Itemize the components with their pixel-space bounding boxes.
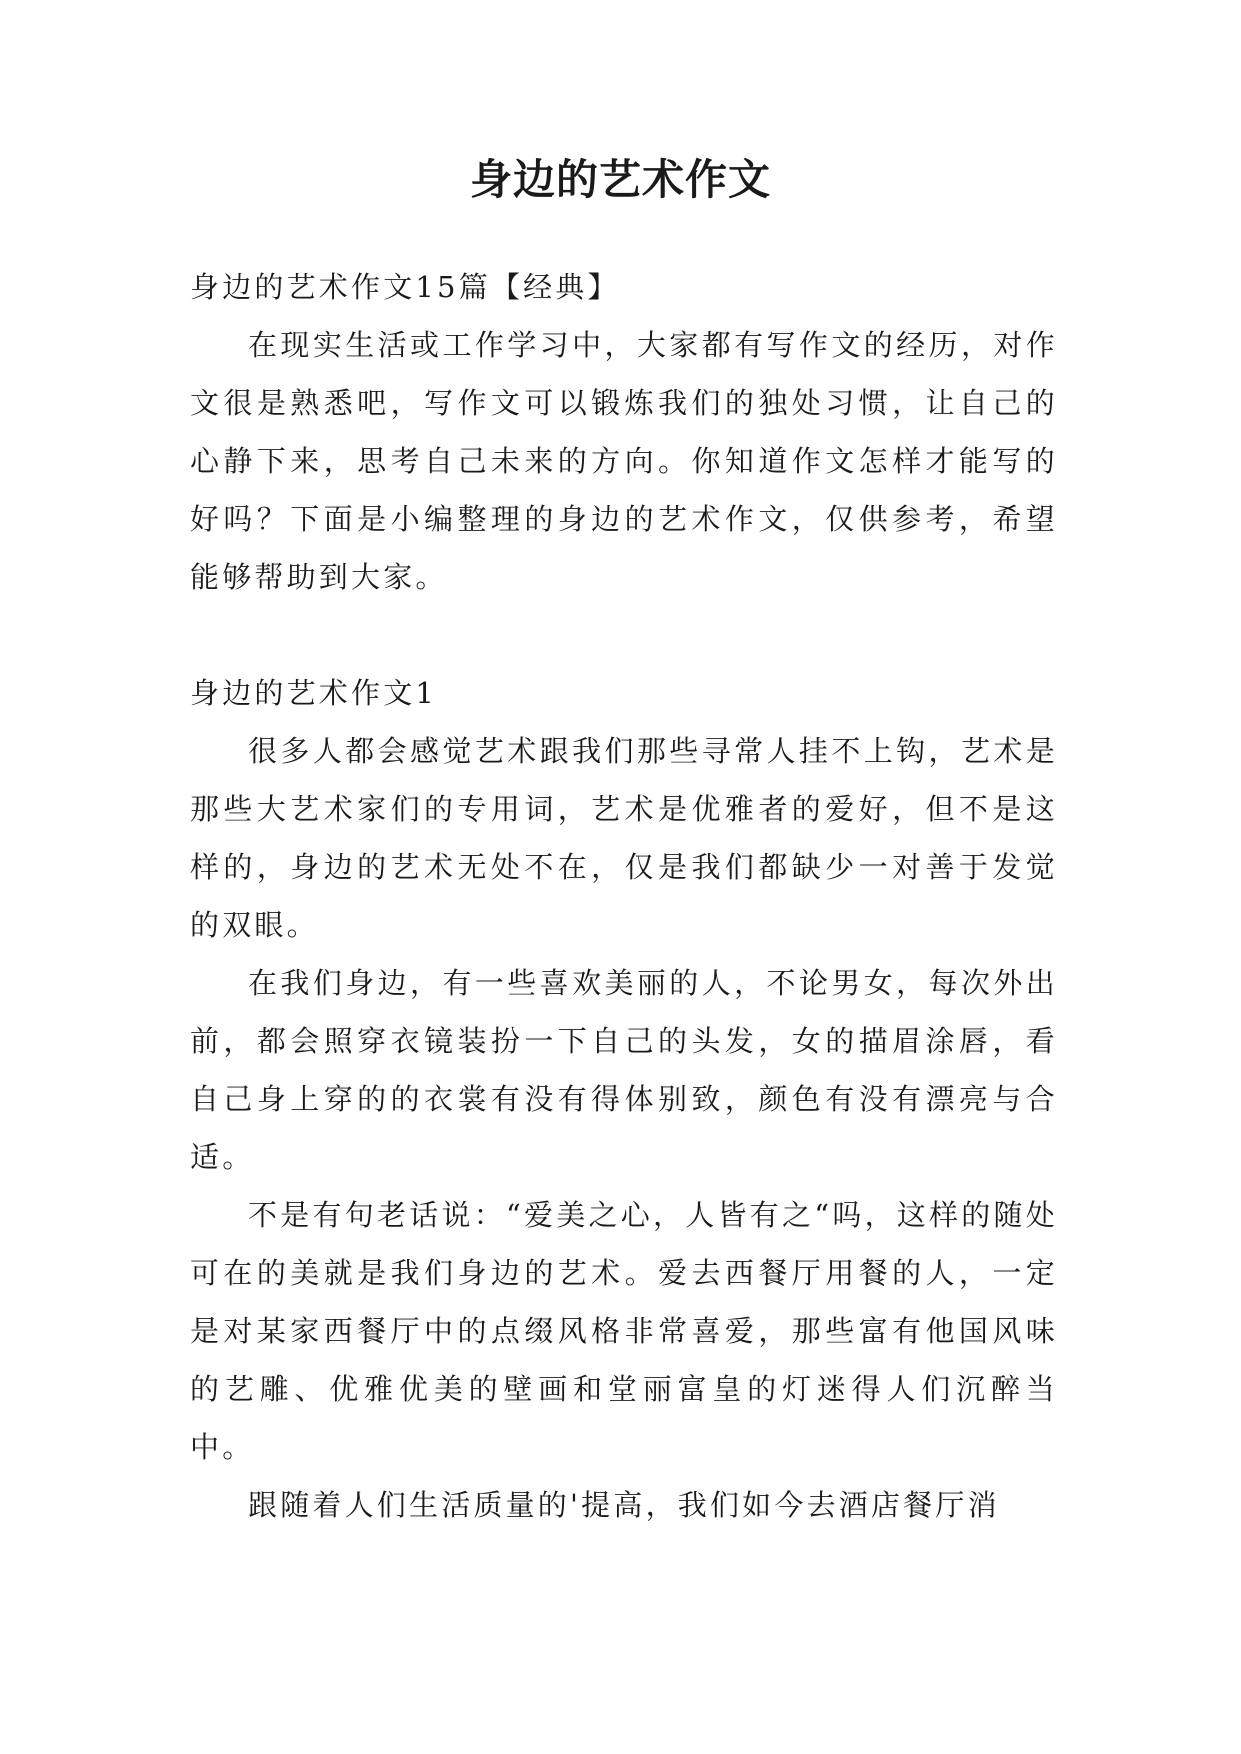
body-paragraph: 跟随着人们生活质量的'提高，我们如今去酒店餐厅消 <box>248 1488 1000 1522</box>
document-title: 身边的艺术作文 <box>469 155 771 204</box>
intro-paragraph: 在现实生活或工作学习中，大家都有写作文的经历，对作文很是熟悉吧，写作文可以锻炼我们的独处习惯，让自己的心静下来，思考自己未来的方向。你知道作文怎样才能写的好吗？下面是小编整理的身边的艺术作文，仅供参考，希望能够帮助到大家。 <box>190 328 1058 594</box>
body-paragraph: 很多人都会感觉艺术跟我们那些寻常人挂不上钩，艺术是那些大艺术家们的专用词，艺术是优雅者的爱好，但不是这样的，身边的艺术无处不在，仅是我们都缺少一对善于发觉的双眼。 <box>190 734 1058 942</box>
document-subtitle: 身边的艺术作文15篇【经典】 <box>190 270 620 304</box>
section-heading: 身边的艺术作文1 <box>190 676 438 710</box>
body-paragraph: 不是有句老话说：“爱美之心，人皆有之“吗，这样的随处可在的美就是我们身边的艺术。爱去西餐厅用餐的人，一定是对某家西餐厅中的点缀风格非常喜爱，那些富有他国风味的艺雕、优雅优美的壁画和堂丽富皇的灯迷得人们沉醉当中。 <box>190 1198 1058 1464</box>
body-paragraph: 在我们身边，有一些喜欢美丽的人，不论男女，每次外出前，都会照穿衣镜装扮一下自己的头发，女的描眉涂唇，看自己身上穿的的衣裳有没有得体别致，颜色有没有漂亮与合适。 <box>190 966 1058 1174</box>
document-body <box>190 258 1058 1534</box>
